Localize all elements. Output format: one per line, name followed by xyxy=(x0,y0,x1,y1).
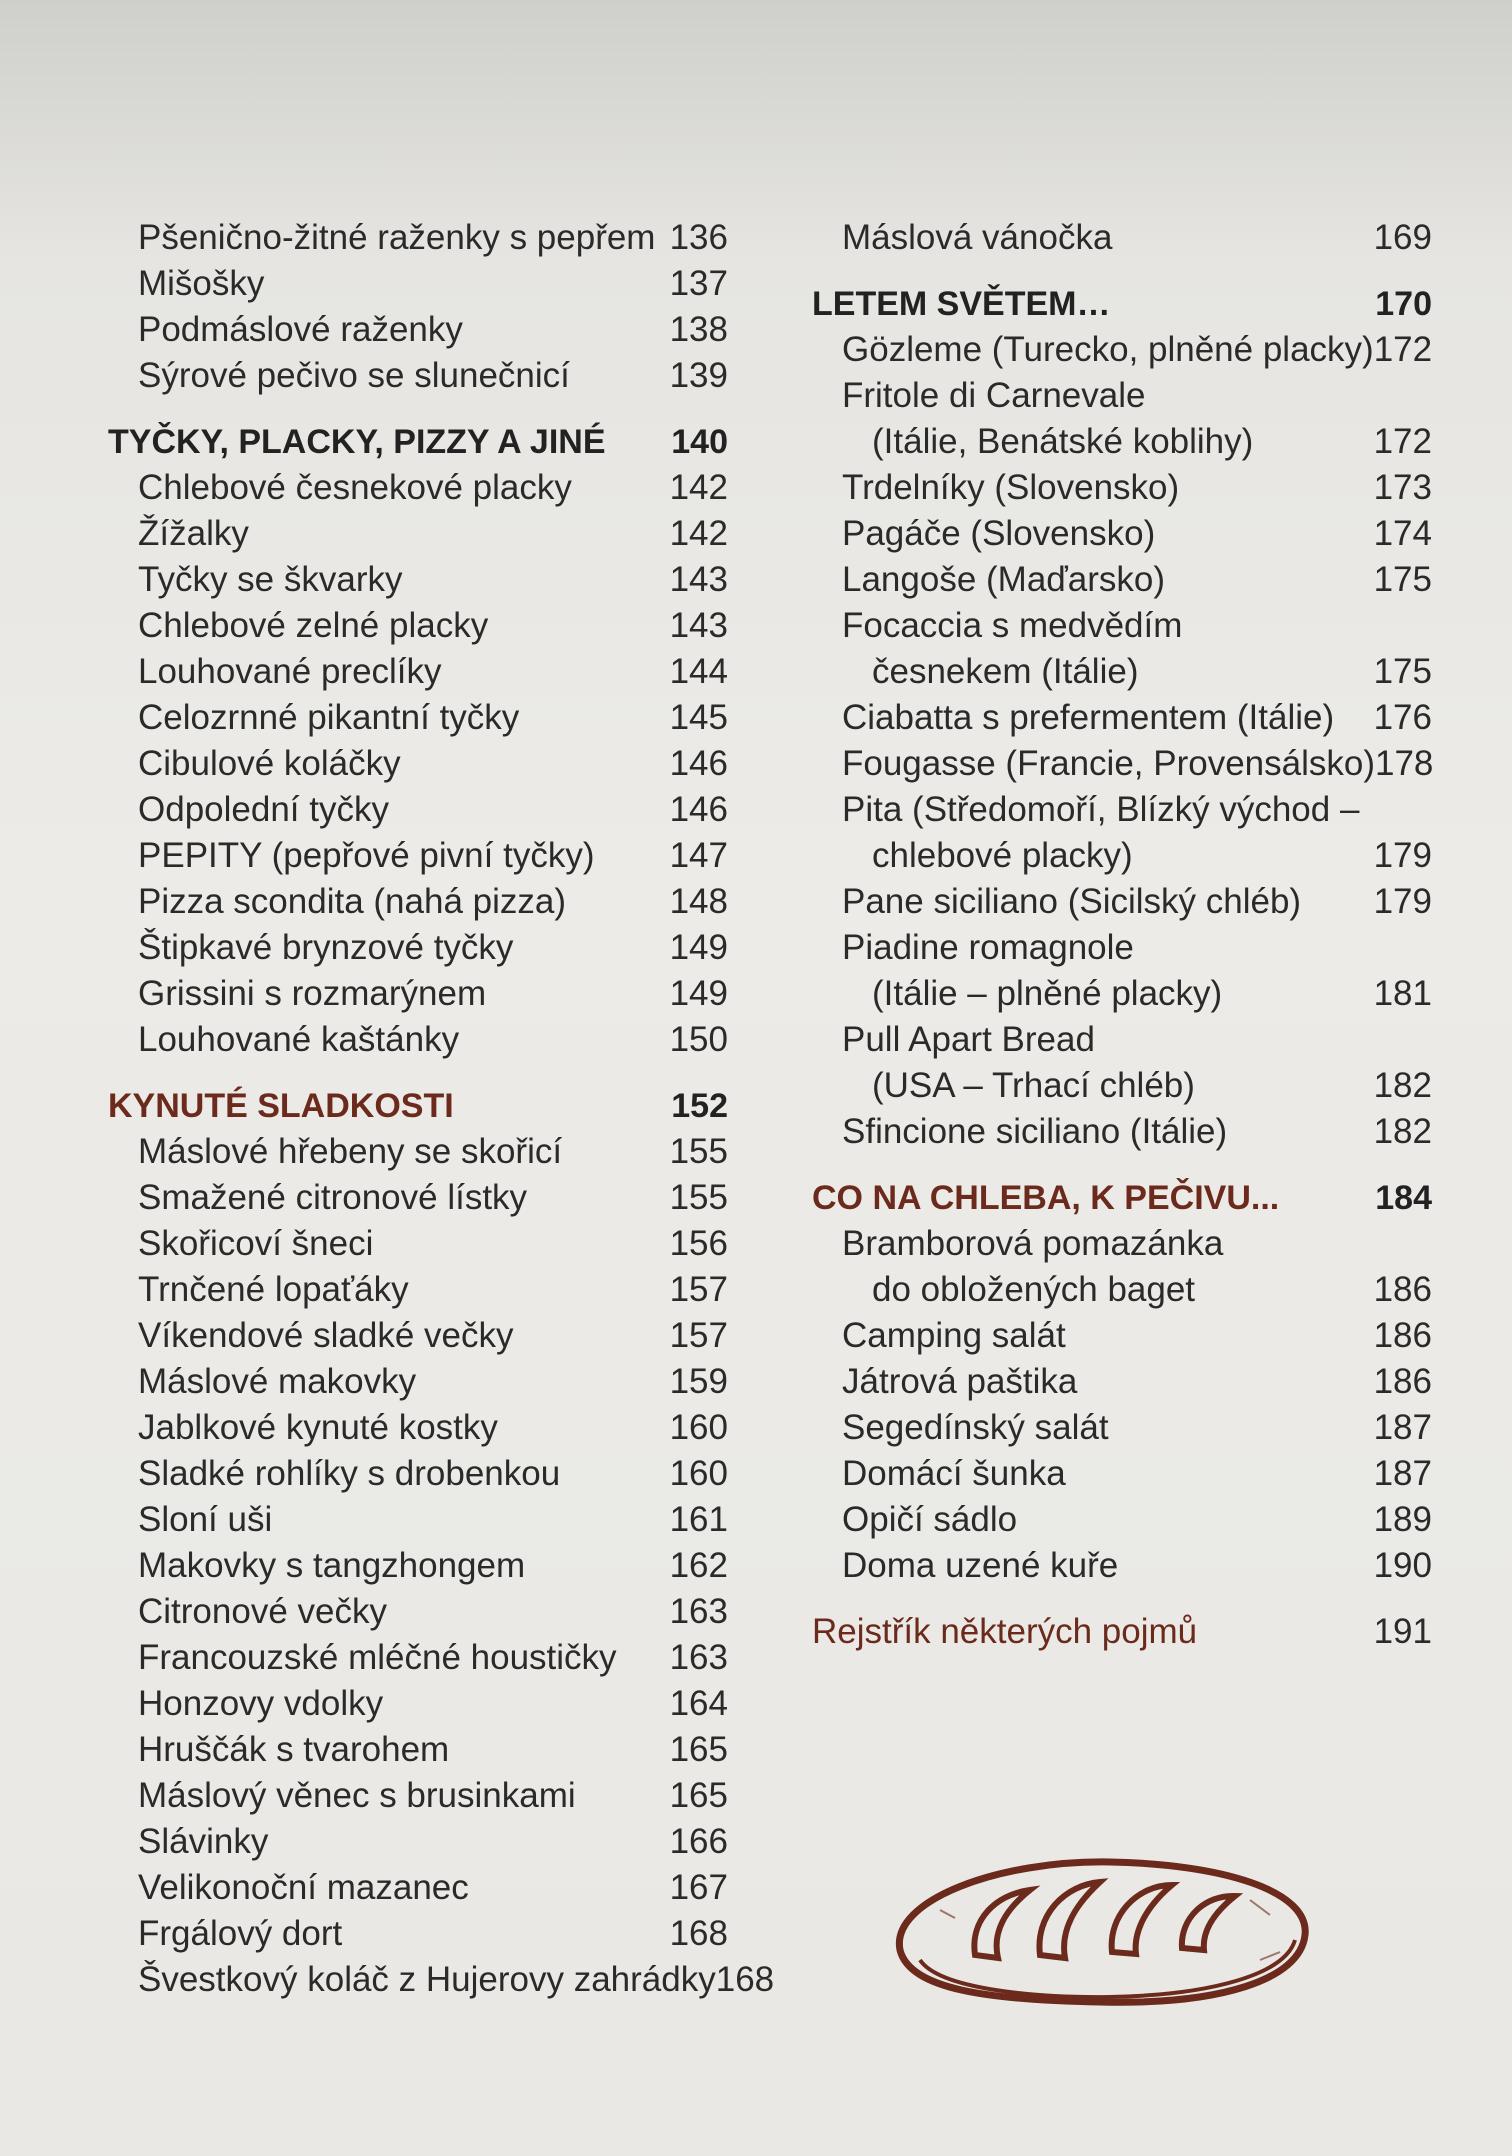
entry-title: Pane siciliano (Sicilský chléb) xyxy=(842,882,1302,921)
page-number: 145 xyxy=(669,698,728,737)
toc-entry xyxy=(108,1589,728,1635)
toc-entry xyxy=(108,833,728,879)
page-number: 179 xyxy=(1373,882,1432,921)
page-number: 161 xyxy=(669,1500,728,1539)
entry-title: Sloní uši xyxy=(138,1500,273,1539)
toc-entry xyxy=(812,215,1432,261)
page-number: 142 xyxy=(669,468,728,507)
page-number: 143 xyxy=(669,606,728,645)
index-entry xyxy=(812,1609,1432,1655)
toc-entry-continuation xyxy=(812,419,1432,465)
entry-title: Celozrnné pikantní tyčky xyxy=(138,698,520,737)
page-number: 182 xyxy=(1373,1066,1432,1105)
toc-entry xyxy=(108,465,728,511)
entry-title: Doma uzené kuře xyxy=(842,1546,1119,1585)
toc-entry xyxy=(812,1497,1432,1543)
entry-title: Trdelníky (Slovensko) xyxy=(842,468,1180,507)
toc-entry xyxy=(812,1313,1432,1359)
page-number: 166 xyxy=(669,1822,728,1861)
entry-title: Chlebové zelné placky xyxy=(138,606,489,645)
page-number: 175 xyxy=(1373,560,1432,599)
page-number: 186 xyxy=(1373,1270,1432,1309)
page-number: 170 xyxy=(1375,285,1432,323)
toc-entry xyxy=(812,465,1432,511)
page-number: 155 xyxy=(669,1132,728,1171)
entry-title: Skořicoví šneci xyxy=(138,1224,374,1263)
toc-entry xyxy=(812,373,1432,419)
page-number: 189 xyxy=(1373,1500,1432,1539)
page-number: 186 xyxy=(1373,1316,1432,1355)
toc-entry xyxy=(108,1221,728,1267)
toc-entry xyxy=(108,1451,728,1497)
toc-entry xyxy=(812,1405,1432,1451)
toc-entry-continuation xyxy=(812,649,1432,695)
entry-title: Jablkové kynuté kostky xyxy=(138,1408,498,1447)
toc-entry-continuation xyxy=(812,1063,1432,1109)
bread-loaf-icon xyxy=(880,1840,1320,2020)
toc-entry xyxy=(108,879,728,925)
entry-title: Hruščák s tvarohem xyxy=(138,1730,450,1769)
entry-title: Smažené citronové lístky xyxy=(138,1178,528,1217)
entry-title: Camping salát xyxy=(842,1316,1066,1355)
page-number: 152 xyxy=(671,1087,728,1125)
toc-entry xyxy=(812,1359,1432,1405)
page-number: 148 xyxy=(669,882,728,921)
page-number: 149 xyxy=(669,928,728,967)
toc-entry xyxy=(108,695,728,741)
page-number: 146 xyxy=(669,790,728,829)
page-number: 172 xyxy=(1373,330,1433,369)
entry-title: Gözleme (Turecko, plněné placky) xyxy=(842,330,1374,369)
toc-entry xyxy=(108,603,728,649)
entry-title: Opičí sádlo xyxy=(842,1500,1018,1539)
page-number: 173 xyxy=(1373,468,1432,507)
toc-entry xyxy=(812,511,1432,557)
entry-title: Velikonoční mazanec xyxy=(138,1868,469,1907)
toc-entry xyxy=(108,353,728,399)
entry-title: Segedínský salát xyxy=(842,1408,1109,1447)
toc-entry xyxy=(108,511,728,557)
toc-entry xyxy=(812,1017,1432,1063)
toc-entry xyxy=(108,1313,728,1359)
page-number: 182 xyxy=(1373,1112,1432,1151)
entry-title: Fritole di Carnevale xyxy=(842,376,1146,415)
entry-title: Pizza scondita (nahá pizza) xyxy=(138,882,566,921)
entry-title: Bramborová pomazánka xyxy=(842,1224,1224,1263)
toc-entry-continuation xyxy=(812,1267,1432,1313)
page-number: 172 xyxy=(1373,422,1432,461)
page-number: 168 xyxy=(715,1960,775,1999)
entry-title: Mišošky xyxy=(138,264,265,303)
entry-title: Louhované preclíky xyxy=(138,652,442,691)
toc-entry xyxy=(812,1109,1432,1155)
page-number: 169 xyxy=(1373,218,1432,257)
page-number: 136 xyxy=(669,218,728,257)
section-title: CO NA CHLEBA, K PEČIVU... xyxy=(812,1179,1280,1217)
toc-entry xyxy=(812,1451,1432,1497)
entry-title: Frgálový dort xyxy=(138,1914,343,1953)
section-heading xyxy=(812,1175,1432,1221)
toc-entry xyxy=(812,603,1432,649)
toc-entry xyxy=(108,1819,728,1865)
toc-left-column xyxy=(108,215,775,2003)
toc-entry-continuation xyxy=(812,833,1432,879)
toc-entry xyxy=(108,261,728,307)
toc-entry xyxy=(108,741,728,787)
page-number: 181 xyxy=(1373,974,1432,1013)
entry-title: česnekem (Itálie) xyxy=(872,652,1139,691)
page-number: 157 xyxy=(669,1270,728,1309)
page-number: 165 xyxy=(669,1776,728,1815)
page-number: 150 xyxy=(669,1020,728,1059)
entry-title: Piadine romagnole xyxy=(842,928,1134,967)
entry-title: Máslový věnec s brusinkami xyxy=(138,1776,576,1815)
page-number: 156 xyxy=(669,1224,728,1263)
entry-title: Francouzské mléčné houstičky xyxy=(138,1638,617,1677)
entry-title: Tyčky se škvarky xyxy=(138,560,403,599)
page-number: 175 xyxy=(1373,652,1432,691)
toc-entry xyxy=(108,1543,728,1589)
toc-entry xyxy=(108,307,728,353)
entry-title: PEPITY (pepřové pivní tyčky) xyxy=(138,836,595,875)
section-title: LETEM SVĚTEM… xyxy=(812,285,1111,323)
page-number: 179 xyxy=(1373,836,1432,875)
toc-entry xyxy=(108,787,728,833)
entry-title: Cibulové koláčky xyxy=(138,744,401,783)
entry-title: do obložených baget xyxy=(872,1270,1196,1309)
toc-entry xyxy=(108,1865,728,1911)
entry-title: Víkendové sladké večky xyxy=(138,1316,514,1355)
entry-title: Máslové hřebeny se skořicí xyxy=(138,1132,563,1171)
entry-title: Pagáče (Slovensko) xyxy=(842,514,1156,553)
page-number: 149 xyxy=(669,974,728,1013)
entry-title: Honzovy vdolky xyxy=(138,1684,384,1723)
toc-entry-continuation xyxy=(812,971,1432,1017)
entry-title: Citronové večky xyxy=(138,1592,387,1631)
toc-right-column xyxy=(812,215,1432,1655)
page-number: 191 xyxy=(1373,1612,1432,1651)
entry-title: (Itálie – plněné placky) xyxy=(872,974,1223,1013)
section-heading xyxy=(108,1083,728,1129)
page-number: 187 xyxy=(1373,1408,1432,1447)
toc-entry xyxy=(108,1175,728,1221)
toc-entry xyxy=(108,1017,728,1063)
page-number: 162 xyxy=(669,1546,728,1585)
toc-entry xyxy=(812,327,1432,373)
page-number: 176 xyxy=(1373,698,1432,737)
entry-title: Podmáslové raženky xyxy=(138,310,463,349)
entry-title: Švestkový koláč z Hujerovy zahrádky xyxy=(138,1960,716,1999)
entry-title: Sfincione siciliano (Itálie) xyxy=(842,1112,1228,1151)
toc-entry xyxy=(108,1129,728,1175)
page-number: 167 xyxy=(669,1868,728,1907)
section-heading xyxy=(812,281,1432,327)
section-title: KYNUTÉ SLADKOSTI xyxy=(108,1087,454,1125)
entry-title: Domácí šunka xyxy=(842,1454,1066,1493)
entry-title: Pita (Středomoří, Blízký východ – xyxy=(842,790,1360,829)
page-number: 178 xyxy=(1375,744,1434,783)
section-heading xyxy=(108,419,728,465)
entry-title: Louhované kaštánky xyxy=(138,1020,460,1059)
section-title: TYČKY, PLACKY, PIZZY A JINÉ xyxy=(108,423,606,461)
entry-title: Chlebové česnekové placky xyxy=(138,468,572,507)
entry-title: Langoše (Maďarsko) xyxy=(842,560,1166,599)
entry-title: (USA – Trhací chléb) xyxy=(872,1066,1195,1105)
toc-entry xyxy=(108,971,728,1017)
entry-title: Štipkavé brynzové tyčky xyxy=(138,928,514,967)
page-number: 165 xyxy=(669,1730,728,1769)
page-number: 144 xyxy=(669,652,728,691)
toc-entry xyxy=(108,215,728,261)
toc-entry xyxy=(108,1911,728,1957)
entry-title: Odpolední tyčky xyxy=(138,790,389,829)
page-number: 160 xyxy=(669,1454,728,1493)
entry-title: Pull Apart Bread xyxy=(842,1020,1095,1059)
toc-entry xyxy=(108,1405,728,1451)
toc-entry xyxy=(812,1221,1432,1267)
toc-entry xyxy=(108,557,728,603)
page-number: 186 xyxy=(1373,1362,1432,1401)
toc-entry xyxy=(108,1635,728,1681)
toc-entry xyxy=(812,1543,1432,1589)
toc-entry xyxy=(812,695,1432,741)
entry-title: Grissini s rozmarýnem xyxy=(138,974,487,1013)
page-number: 157 xyxy=(669,1316,728,1355)
toc-entry xyxy=(108,1957,775,2003)
entry-title: Focaccia s medvědím xyxy=(842,606,1183,645)
entry-title: Máslové makovky xyxy=(138,1362,417,1401)
page-number: 137 xyxy=(669,264,728,303)
toc-entry xyxy=(812,557,1432,603)
page-number: 139 xyxy=(669,356,728,395)
toc-entry xyxy=(108,1727,728,1773)
page-number: 160 xyxy=(669,1408,728,1447)
toc-entry xyxy=(812,787,1432,833)
toc-entry xyxy=(812,879,1432,925)
page-number: 159 xyxy=(669,1362,728,1401)
page-number: 164 xyxy=(669,1684,728,1723)
entry-title: Slávinky xyxy=(138,1822,269,1861)
page-number: 163 xyxy=(669,1638,728,1677)
page-number: 190 xyxy=(1373,1546,1432,1585)
entry-title: Máslová vánočka xyxy=(842,218,1113,257)
toc-entry xyxy=(108,1681,728,1727)
entry-title: Fougasse (Francie, Provensálsko) xyxy=(842,744,1375,783)
entry-title: Ciabatta s prefermentem (Itálie) xyxy=(842,698,1335,737)
entry-title: Trnčené lopaťáky xyxy=(138,1270,409,1309)
toc-entry xyxy=(108,1359,728,1405)
toc-entry xyxy=(812,925,1432,971)
page-number: 155 xyxy=(669,1178,728,1217)
page-number: 138 xyxy=(669,310,728,349)
toc-entry xyxy=(108,1773,728,1819)
entry-title: (Itálie, Benátské koblihy) xyxy=(872,422,1254,461)
page-number: 143 xyxy=(669,560,728,599)
toc-entry xyxy=(108,1267,728,1313)
page-number: 146 xyxy=(669,744,728,783)
page-number: 163 xyxy=(669,1592,728,1631)
page-number: 168 xyxy=(669,1914,728,1953)
entry-title: chlebové placky) xyxy=(872,836,1133,875)
entry-title: Sladké rohlíky s drobenkou xyxy=(138,1454,561,1493)
entry-title: Játrová paštika xyxy=(842,1362,1078,1401)
entry-title: Sýrové pečivo se slunečnicí xyxy=(138,356,570,395)
page-number: 184 xyxy=(1375,1179,1432,1217)
index-title: Rejstřík některých pojmů xyxy=(812,1612,1198,1651)
toc-entry xyxy=(108,1497,728,1543)
toc-entry xyxy=(812,741,1432,787)
entry-title: Makovky s tangzhongem xyxy=(138,1546,526,1585)
page-number: 147 xyxy=(669,836,728,875)
page-number: 140 xyxy=(671,423,728,461)
page-number: 174 xyxy=(1373,514,1432,553)
toc-entry xyxy=(108,925,728,971)
page-number: 142 xyxy=(669,514,728,553)
toc-entry xyxy=(108,649,728,695)
page-number: 187 xyxy=(1373,1454,1432,1493)
entry-title: Žížalky xyxy=(138,514,249,553)
entry-title: Pšenično-žitné raženky s pepřem xyxy=(138,218,656,257)
